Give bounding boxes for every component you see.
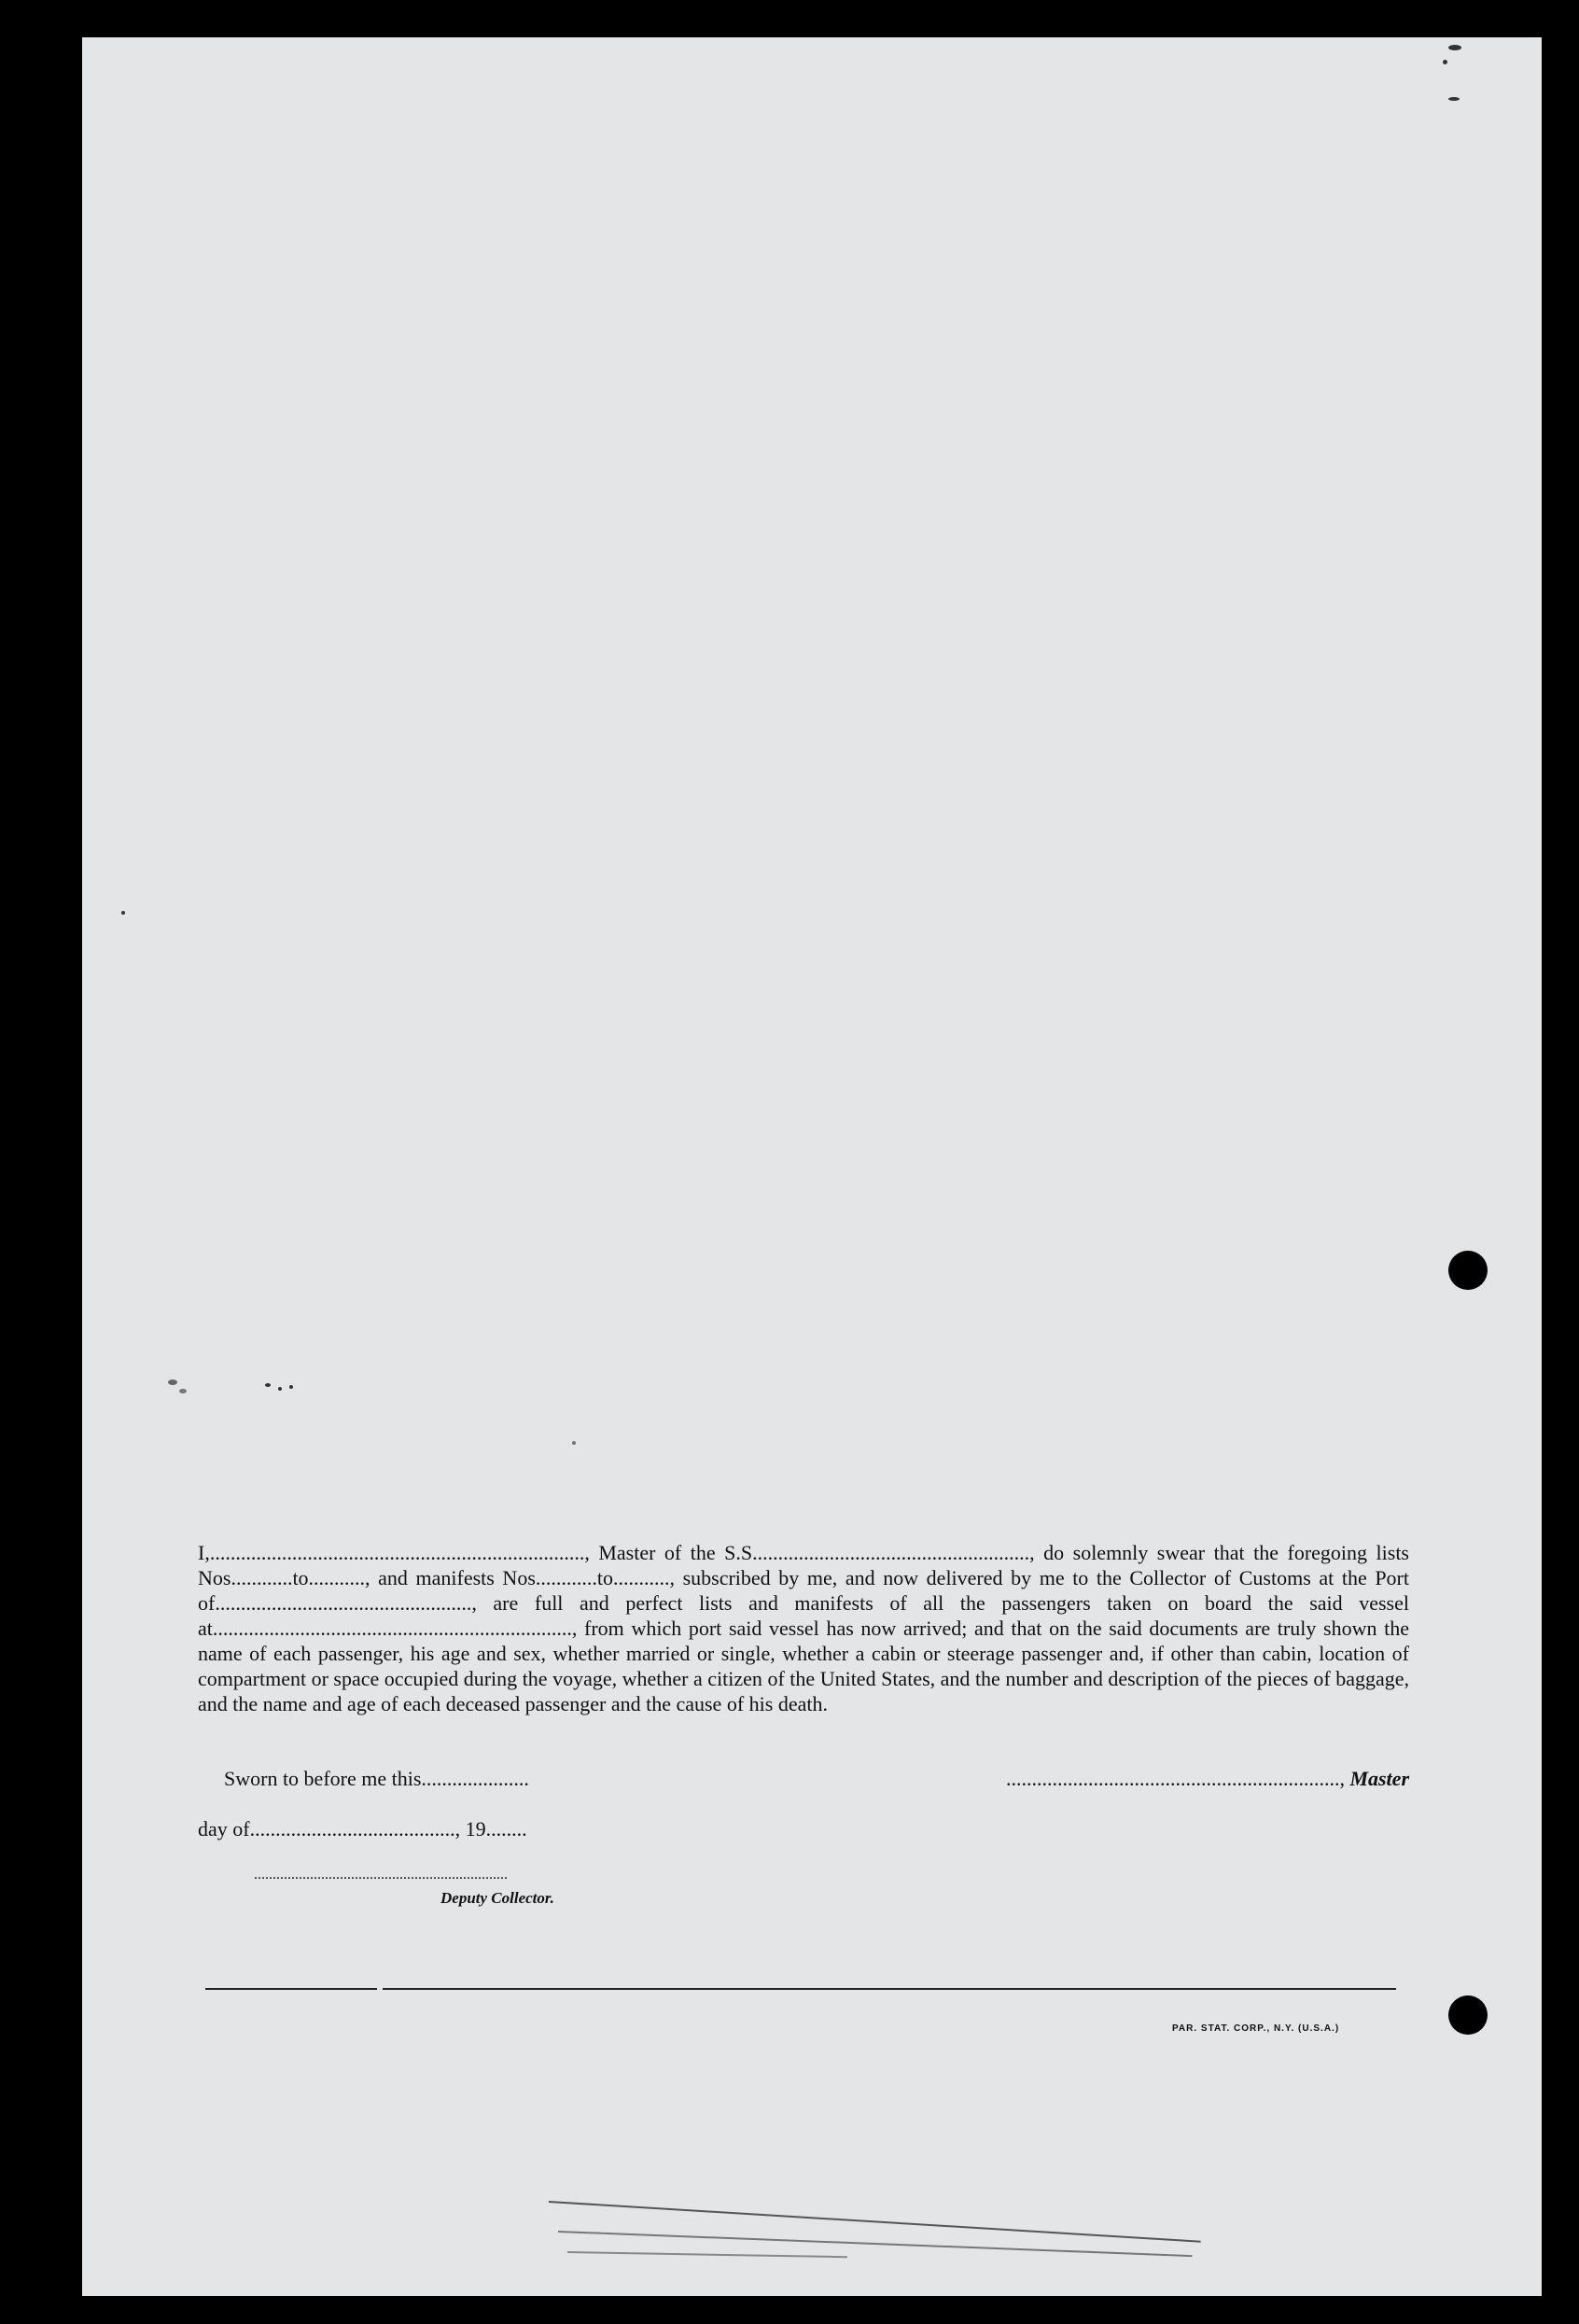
top-right-mark: [1448, 45, 1461, 50]
master-signature-dots: .................................................................,: [1005, 1767, 1350, 1790]
paper-tear-line-3: [567, 2251, 847, 2258]
paper-sheet: [82, 37, 1542, 2296]
punch-hole-upper: [1448, 1251, 1488, 1290]
printer-imprint: PAR. STAT. CORP., N.Y. (U.S.A.): [1172, 2023, 1340, 2034]
master-oath-paragraph: I,........................................................................., Master of the S.S......................................................, do solemnly swear that the foregoing lists Nos............to..........., and manifests Nos............to..........., subscribed by me, and now delivered by me to the Collector of Customs at the Port of.................................................., are full and perfect lists and manifests of all the passengers taken on board the said vessel at......................................................................, from which port said vessel has now arrived; and that on the said documents are truly shown the name of each passenger, his age and sex, whether married or single, whether a cabin or steerage passenger and, if other than cabin, location of compartment or space occupied during the voyage, whether a citizen of the United States, and the number and description of the pieces of baggage, and the name and age of each deceased passenger and the cause of his death.: [198, 1541, 1409, 1715]
smudge-6: [572, 1441, 576, 1445]
smudge-3: [265, 1383, 271, 1387]
smudge-4: [278, 1387, 282, 1391]
deputy-collector-title: Deputy Collector.: [440, 1889, 554, 1907]
paper-tear-line-1: [549, 2201, 1201, 2243]
day-of-line: day of........................................, 19........: [198, 1817, 527, 1841]
master-signature-label: Master: [1349, 1767, 1409, 1790]
smudge-2: [179, 1389, 187, 1393]
left-speck: [121, 911, 125, 915]
deputy-collector-dots: ....................................................................: [254, 1867, 508, 1883]
smudge-5: [289, 1385, 293, 1389]
smudge-1: [168, 1379, 177, 1385]
punch-hole-lower: [1448, 1995, 1488, 2035]
sworn-before-me-line: Sworn to before me this.....................: [224, 1767, 529, 1790]
bottom-rule-left: [205, 1988, 377, 1990]
master-signature-line: [1006, 1767, 1409, 1791]
bottom-rule-right: [383, 1988, 1396, 1990]
top-right-dot: [1443, 60, 1447, 64]
right-dash-mark: [1448, 97, 1460, 101]
